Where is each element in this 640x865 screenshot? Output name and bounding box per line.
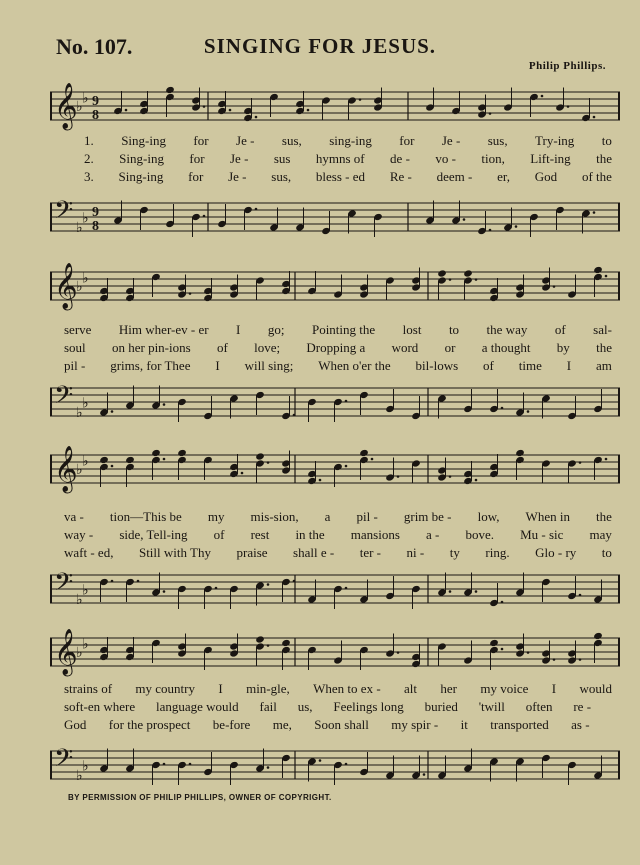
hymn-title: SINGING FOR JESUS. <box>203 34 437 58</box>
treble-clef-icon: 𝄞 <box>54 83 78 129</box>
lyric-syllable: of <box>213 527 225 542</box>
treble-staff <box>50 628 620 688</box>
dot <box>449 590 452 593</box>
lyric-syllable: for the prospect <box>108 717 191 732</box>
bass-clef-icon: 𝄢 <box>54 381 74 416</box>
lyric-syllable: de - <box>390 151 410 166</box>
note-head <box>359 449 369 457</box>
lyric-syllable: rest <box>250 527 270 542</box>
dot <box>553 658 556 661</box>
lyric-syllable: the <box>596 509 612 524</box>
flat-icon: ♭ <box>76 221 83 236</box>
note-head <box>255 635 265 643</box>
lyric-syllable: Je - <box>236 133 255 148</box>
dot <box>515 225 518 228</box>
lyric-syllable: Try-ing <box>535 133 575 148</box>
lyric-syllable: sus, <box>281 133 302 148</box>
lyric-syllable: often <box>525 699 553 714</box>
dot <box>593 211 596 214</box>
dot <box>255 116 258 119</box>
bass-clef-icon: 𝄢 <box>54 196 74 231</box>
lyric-syllable: I <box>566 358 572 373</box>
dot <box>307 109 310 112</box>
lyric-syllable: by <box>556 340 570 355</box>
dot <box>541 95 544 98</box>
lyric-syllable: er, <box>497 169 510 184</box>
music-system-2 <box>50 262 620 422</box>
lyric-syllable: tion, <box>481 151 505 166</box>
lyric-line <box>50 544 620 562</box>
lyric-syllable: pil - <box>356 509 378 524</box>
note-head <box>281 639 291 647</box>
dot <box>163 403 166 406</box>
bass-staff <box>50 743 620 793</box>
lyric-syllable: When to ex - <box>313 681 381 696</box>
lyric-syllable: sal- <box>593 322 612 337</box>
lyric-syllable: sing-ing <box>329 133 372 148</box>
lyric-syllable: will sing; <box>244 358 294 373</box>
hymn-number: No. 107. <box>56 34 133 59</box>
note-head <box>593 266 603 274</box>
lyric-syllable: strains of <box>64 681 113 696</box>
dot <box>449 475 452 478</box>
flat-icon: ♭ <box>82 396 89 412</box>
dot <box>215 587 218 590</box>
flat-icon: ♭ <box>82 91 89 107</box>
lyric-syllable: I <box>551 681 557 696</box>
lyric-syllable: 2. <box>84 151 94 166</box>
dot <box>359 98 362 101</box>
lyric-syllable: Dropping a <box>306 340 366 355</box>
lyric-syllable: praise <box>236 545 268 560</box>
lyric-syllable: for <box>188 169 204 184</box>
lyric-syllable: Him wher-ev - er <box>118 322 209 337</box>
dot <box>111 465 114 468</box>
dot <box>423 773 426 776</box>
lyric-syllable: Sing-ing <box>121 133 166 148</box>
treble-staff <box>50 445 620 505</box>
lyric-syllable: I <box>215 358 220 373</box>
lyric-syllable: mis-sion, <box>250 509 299 524</box>
lyric-syllable: low, <box>477 509 500 524</box>
dot <box>203 105 206 108</box>
lyric-syllable: bil-lows <box>415 358 459 373</box>
lyric-syllable: am <box>596 358 612 373</box>
time-signature-numerator: 9 <box>92 205 99 220</box>
dot <box>255 208 258 211</box>
dot <box>579 594 582 597</box>
lyric-line <box>50 150 620 168</box>
lyric-syllable: soul <box>64 340 86 355</box>
dot <box>189 292 192 295</box>
lyric-syllable: When o'er the <box>318 358 391 373</box>
lyric-syllable: for <box>399 133 415 148</box>
dot <box>267 461 270 464</box>
note-head <box>463 269 473 277</box>
lyric-syllable: Je - <box>229 151 249 166</box>
bass-staff <box>50 567 620 617</box>
lyric-line <box>50 168 620 186</box>
lyric-syllable: as - <box>571 717 590 732</box>
lyric-syllable: me, <box>272 717 292 732</box>
dot <box>605 458 608 461</box>
lyric-syllable: hymns of <box>315 151 365 166</box>
lyric-syllable: Mu - sic <box>520 527 564 542</box>
lyric-line <box>50 132 620 150</box>
lyric-syllable: sus, <box>487 133 508 148</box>
time-signature-numerator: 9 <box>92 94 99 109</box>
dot <box>345 763 348 766</box>
treble-clef-icon: 𝄞 <box>54 446 78 492</box>
lyric-syllable: ty <box>449 545 460 560</box>
lyric-syllable: on her pin-ions <box>111 340 191 355</box>
lyric-line <box>50 680 620 698</box>
lyric-syllable: language would <box>155 699 239 714</box>
lyric-syllable: When in <box>525 509 570 524</box>
lyric-syllable: of <box>216 340 228 355</box>
flat-icon: ♭ <box>82 759 89 775</box>
lyric-syllable: the way <box>486 322 528 337</box>
bass-clef-icon: 𝄢 <box>54 568 74 603</box>
lyric-syllable: lost <box>402 322 422 337</box>
flat-icon: ♭ <box>76 280 83 295</box>
lyric-syllable: grims, for Thee <box>110 358 191 373</box>
lyric-syllable: Sing-ing <box>118 169 164 184</box>
treble-clef-icon: 𝄞 <box>54 263 78 309</box>
dot <box>125 109 128 112</box>
dot <box>189 763 192 766</box>
flat-icon: ♭ <box>82 583 89 599</box>
lyric-line <box>50 716 620 734</box>
dot <box>293 414 296 417</box>
lyric-syllable: sus, <box>271 169 292 184</box>
lyric-syllable: Re - <box>389 169 412 184</box>
lyric-syllable: re - <box>573 699 592 714</box>
lyric-line <box>50 321 620 339</box>
lyric-line <box>50 357 620 375</box>
note-head <box>165 86 175 94</box>
lyric-syllable: a - <box>426 527 440 542</box>
lyric-syllable: my voice <box>480 681 529 696</box>
lyric-syllable: for <box>193 133 209 148</box>
lyric-syllable: pil - <box>64 358 86 373</box>
dot <box>319 759 322 762</box>
lyric-syllable: vo - <box>435 151 456 166</box>
dot <box>527 410 530 413</box>
lyric-syllable: a thought <box>481 340 531 355</box>
time-signature-denominator: 8 <box>92 219 99 234</box>
lyric-syllable: bove. <box>465 527 494 542</box>
flat-icon: ♭ <box>82 271 89 287</box>
dot <box>449 278 452 281</box>
lyric-syllable: to <box>601 545 612 560</box>
lyric-syllable: mansions <box>350 527 400 542</box>
lyric-syllable: to <box>601 133 612 148</box>
dot <box>475 278 478 281</box>
lyric-syllable: alt <box>404 681 418 696</box>
dot <box>579 658 582 661</box>
lyric-syllable: Je - <box>441 133 461 148</box>
flat-icon: ♭ <box>82 454 89 470</box>
lyric-syllable: Je - <box>228 169 247 184</box>
lyric-syllable: min-gle, <box>246 681 290 696</box>
lyric-syllable: Sing-ing <box>119 151 164 166</box>
note-head <box>515 449 525 457</box>
lyric-syllable: the <box>596 340 612 355</box>
dot <box>241 472 244 475</box>
dot <box>111 410 114 413</box>
dot <box>567 105 570 108</box>
bass-clef-icon: 𝄢 <box>54 744 74 779</box>
note-head <box>593 632 603 640</box>
lyric-syllable: for <box>189 151 205 166</box>
note-head <box>489 639 499 647</box>
composer-credit: Philip Phillips. <box>528 60 606 72</box>
music-system-1 <box>50 82 620 242</box>
flat-icon: ♭ <box>76 100 83 115</box>
lyric-syllable: of <box>483 358 494 373</box>
dot <box>489 112 492 115</box>
lyric-syllable: 3. <box>84 169 94 184</box>
lyric-syllable: sus <box>273 151 291 166</box>
dot <box>163 590 166 593</box>
lyric-syllable: be-fore <box>212 717 251 732</box>
lyric-line <box>50 339 620 357</box>
dot <box>527 651 530 654</box>
music-system-3 <box>50 445 620 608</box>
note-head <box>151 449 161 457</box>
dot <box>553 285 556 288</box>
lyric-syllable: shall e - <box>293 545 335 560</box>
note-head <box>437 269 447 277</box>
lyric-syllable: Feelings long <box>333 699 404 714</box>
dot <box>397 651 400 654</box>
lyric-syllable: a <box>324 509 331 524</box>
lyric-syllable: bless - ed <box>315 169 366 184</box>
dot <box>203 215 206 218</box>
dot <box>163 458 166 461</box>
dot <box>501 407 504 410</box>
lyric-syllable: 'twill <box>478 699 505 714</box>
dot <box>229 109 232 112</box>
dot <box>345 400 348 403</box>
lyric-syllable: Glo - ry <box>535 545 577 560</box>
lyric-syllable: God <box>64 717 87 732</box>
lyric-syllable: ter - <box>359 545 382 560</box>
dot <box>475 479 478 482</box>
lyric-syllable: va - <box>64 509 84 524</box>
lyric-syllable: the <box>596 151 612 166</box>
flat-icon: ♭ <box>76 406 83 421</box>
lyric-syllable: I <box>236 322 241 337</box>
lyric-line <box>50 508 620 526</box>
music-system-4 <box>50 628 620 788</box>
dot <box>267 583 270 586</box>
lyric-syllable: of <box>554 322 566 337</box>
dot <box>345 465 348 468</box>
lyric-line <box>50 526 620 544</box>
flat-icon: ♭ <box>82 637 89 653</box>
treble-staff <box>50 262 620 322</box>
note-head <box>255 452 265 460</box>
time-signature-denominator: 8 <box>92 108 99 123</box>
lyric-syllable: transported <box>490 717 549 732</box>
dot <box>593 116 596 119</box>
lyric-syllable: 1. <box>84 133 94 148</box>
lyric-syllable: my spir - <box>391 717 439 732</box>
dot <box>267 644 270 647</box>
lyric-syllable: love; <box>254 340 281 355</box>
lyric-syllable: go; <box>267 322 285 337</box>
note-head <box>99 456 109 464</box>
dot <box>345 587 348 590</box>
lyric-syllable: to <box>448 322 460 337</box>
flat-icon: ♭ <box>76 593 83 608</box>
lyric-line <box>50 698 620 716</box>
bass-staff <box>50 380 620 430</box>
flat-icon: ♭ <box>76 646 83 661</box>
lyric-syllable: soft-en where <box>64 699 136 714</box>
lyric-syllable: time <box>518 358 542 373</box>
dot <box>111 580 114 583</box>
lyric-syllable: I <box>218 681 223 696</box>
lyric-syllable: deem - <box>436 169 473 184</box>
flat-icon: ♭ <box>82 211 89 227</box>
dot <box>501 601 504 604</box>
bass-staff <box>50 195 620 245</box>
lyric-syllable: us, <box>297 699 313 714</box>
copyright-footer: BY PERMISSION OF PHILIP PHILLIPS, OWNER OF COPYRIGHT. <box>68 793 332 802</box>
note-head <box>125 456 135 464</box>
dot <box>397 475 400 478</box>
lyric-syllable: in the <box>295 527 325 542</box>
dot <box>371 458 374 461</box>
dot <box>293 580 296 583</box>
lyric-syllable: or <box>444 340 456 355</box>
lyric-syllable: waft - ed, <box>64 545 114 560</box>
lyric-syllable: God <box>534 169 558 184</box>
flat-icon: ♭ <box>76 769 83 784</box>
lyric-syllable: side, Tell-ing <box>119 527 188 542</box>
lyric-syllable: it <box>460 717 468 732</box>
lyric-syllable: tion—This be <box>109 509 182 524</box>
lyric-syllable: my <box>207 509 225 524</box>
lyric-syllable: ring. <box>485 545 510 560</box>
lyric-syllable: may <box>589 527 612 542</box>
lyric-syllable: Still with Thy <box>138 545 211 560</box>
treble-clef-icon: 𝄞 <box>54 629 78 675</box>
dot <box>501 648 504 651</box>
lyric-syllable: Lift-ing <box>530 151 571 166</box>
dot <box>579 461 582 464</box>
note-head <box>177 449 187 457</box>
dot <box>605 275 608 278</box>
lyric-syllable: serve <box>64 322 92 337</box>
dot <box>137 580 140 583</box>
lyric-syllable: ni - <box>406 545 425 560</box>
dot <box>163 763 166 766</box>
dot <box>489 229 492 232</box>
lyric-syllable: buried <box>424 699 458 714</box>
lyric-syllable: word <box>391 340 419 355</box>
dot <box>475 590 478 593</box>
lyric-syllable: my country <box>135 681 195 696</box>
lyric-syllable: of the <box>581 169 612 184</box>
dot <box>267 766 270 769</box>
lyric-syllable: Pointing the <box>311 322 376 337</box>
lyric-syllable: would <box>579 681 612 696</box>
flat-icon: ♭ <box>76 463 83 478</box>
dot <box>463 218 466 221</box>
lyric-syllable: her <box>440 681 458 696</box>
lyric-syllable: fail <box>259 699 277 714</box>
dot <box>319 479 322 482</box>
lyric-syllable: Soon shall <box>314 717 369 732</box>
lyric-syllable: way - <box>64 527 94 542</box>
lyric-syllable: grim be - <box>403 509 452 524</box>
